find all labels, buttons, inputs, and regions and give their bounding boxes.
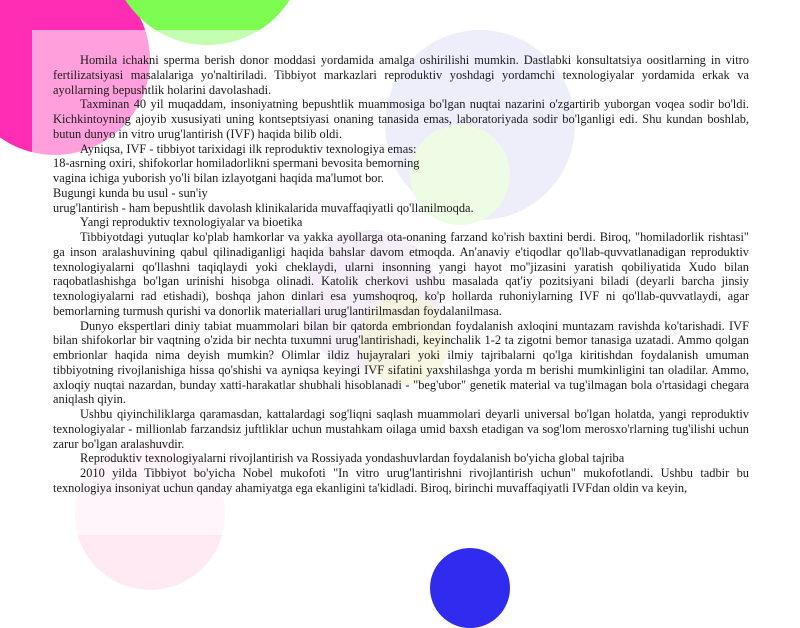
paragraph-line: Ayniqsa, IVF - tibbiyot tarixidagi ilk reproduktiv texnologiya emas: — [80, 141, 417, 156]
paragraph: 2010 yilda Tibbiyot bo'yicha Nobel mukofoti "In vitro urug'lantirishni rivojlantirish uchun" mukofotlandi. Ushbu tadbir bu texnologiya insoniyat uchun qanday ahamiyatga ega ekanligini ta'kidladi. Biroq, birinchi muvaffaqiyatli IVFdan oldin va keyin, — [53, 466, 749, 495]
article-body — [53, 53, 749, 496]
paragraph-line: Bugungi kunda bu usul - sun'iy — [53, 185, 208, 200]
paragraph: Tibbiyotdagi yutuqlar ko'plab hamkorlar va yakka ayollarga ota-onaning farzand ko'rish baxtini berdi. Biroq, "homiladorlik rishtasi" ga inson aralashuvining qabul qilinadiganligi haqida bahslar davom etmoqda. An'anaviy e'tiqodlar qo'llab-quvvatlanadigan reproduktiv texnologiyalarni qo'llashni taqiqlaydi yoki cheklaydi, ularni insonning yangi hayot mo''jizasini yaratish qobiliyatida Xudo bilan raqobatlashishga bo'lgan urinishi hisobga olinadi. Katolik cherkovi ushbu masalada qat'iy pozitsiyani biladi (deyarli barcha jinsiy texnologiyalarni rad etishadi), boshqa jahon dinlari esa yumshoqroq, ko'p hollarda ruhoniylarning IVF ni qo'llab-quvvatlaydi, agar bemorlarning turmush qurishi va donorlik materiallari urug'lantirilmasdan foydalanilmasa. — [53, 230, 749, 318]
paragraph: Ushbu qiyinchiliklarga qaramasdan, kattalardagi sog'liqni saqlash muammolari deyarli universal bo'lgan holatda, yangi reproduktiv texnologiyalar - millionlab farzandsiz juftliklar uchun mustahkam oilaga umid baxsh etadigan va sog'lom merosxo'rlarning tug'ilishi uchun zarur bo'lgan aralashuvdir. — [53, 407, 749, 451]
section-heading: Yangi reproduktiv texnologiyalar va bioetika — [80, 215, 303, 230]
paragraph-line: vagina ichiga yuborish yo'li bilan izlayotgani haqida ma'lumot bor. — [53, 171, 385, 185]
paragraph-line: 18-asrning oxiri, shifokorlar homiladorlikni spermani bevosita bemorning — [53, 156, 420, 171]
paragraph: Taxminan 40 yil muqaddam, insoniyatning bepushtlik muammosiga bo'lgan nuqtai nazarini o'zgartirib yuborgan voqea sodir bo'ldi. Kichkintoyning ajoyib xususiyati uning kontseptsiyasi onaning tanasida emas, laboratoriyada sodir bo'lganligi edi. Shu kundan boshlab, butun dunyo in vitro urug'lantirish (IVF) haqida bilib oldi. — [53, 97, 749, 141]
section-heading: Reproduktiv texnologiyalarni rivojlantirish va Rossiyada yondashuvlardan foydalanish bo'yicha global tajriba — [80, 451, 625, 466]
paragraph: Dunyo ekspertlari diniy tabiat muammolari bilan bir qatorda embriondan foydalanish axloqini muntazam ravishda ko'tarishadi. IVF bilan shifokorlar bir vaqtning o'zida bir nechta tuxumni urug'lantirishadi, keyinchalik 1-2 ta zigotni bemor tanasiga uzatadi. Ammo qolgan embrionlar haqida nima deyish mumkin? Olimlar ildiz hujayralari yoki ilmiy tajribalarni qo'lga kiritishdan foydalanish umuman tibbiyotning rivojlanishiga hissa qo'shishi va ayniqsa keyingi IVF sifatini yaxshilashga yorda m berishi mumkinligini tan oladilar. Ammo, axloqiy nuqtai nazardan, bunday xatti-harakatlar shubhali hisoblanadi - "beg'ubor" genetik material va tug'ilmagan bola o'rtasidagi chegara aniqlash qiyin. — [53, 318, 749, 407]
blue-circle-decoration — [430, 548, 510, 628]
paragraph: Homila ichakni sperma berish donor moddasi yordamida amalga oshirilishi mumkin. Dastlabki konsultatsiya oositlarning in vitro fertilizatsiyasi masalalariga yo'naltiriladi. Tibbiyot markazlari reproduktiv yoshdagi yordamchi texnologiyalar yordamida erkak va ayollarning bepushtlik holarini davolashadi. — [53, 53, 749, 97]
paragraph-split-layout — [53, 142, 749, 216]
paragraph-line: urug'lantirish - ham bepushtlik davolash klinikalarida muvaffaqiyatli qo'llanilmoqda. — [53, 200, 474, 215]
